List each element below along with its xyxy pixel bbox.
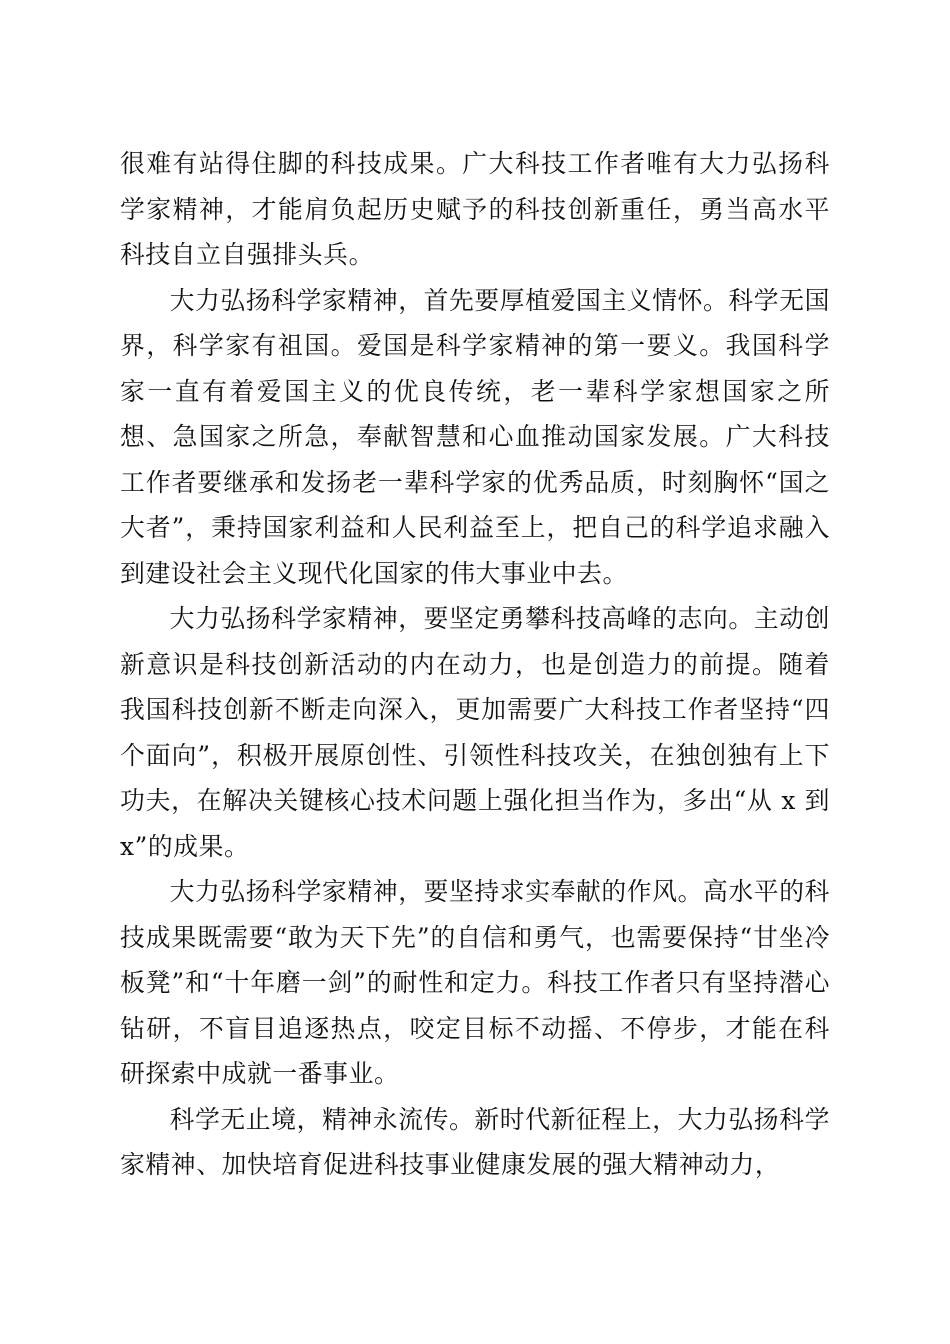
- document-body: [120, 141, 830, 1188]
- paragraph-dedication: 大力弘扬科学家精神，要坚持求实奉献的作风。高水平的科技成果既需要“敢为天下先”的自信和勇气，也需要保持“甘坐冷板凳”和“十年磨一剑”的耐性和定力。科技工作者只有坚持潜心钻研，不盲目追逐热点，咬定目标不动摇、不停步，才能在科研探索中成就一番事业。: [120, 877, 830, 1088]
- paragraph-continuation: 很难有站得住脚的科技成果。广大科技工作者唯有大力弘扬科学家精神，才能肩负起历史赋予的科技创新重任，勇当高水平科技自立自强排头兵。: [120, 149, 830, 269]
- paragraph-conclusion: 科学无止境，精神永流传。新时代新征程上，大力弘扬科学家精神、加快培育促进科技事业健康发展的强大精神动力，: [120, 1104, 830, 1179]
- paragraph-ambition: 大力弘扬科学家精神，要坚定勇攀科技高峰的志向。主动创新意识是科技创新活动的内在动力，也是创造力的前提。随着我国科技创新不断走向深入，更加需要广大科技工作者坚持“四个面向”，积极开展原创性、引领性科技攻关，在独创独有上下功夫，在解决关键核心技术问题上强化担当作为，多出“从 x 到 x”的成果。: [120, 604, 830, 861]
- paragraph-patriotism: 大力弘扬科学家精神，首先要厚植爱国主义情怀。科学无国界，科学家有祖国。爱国是科学家精神的第一要义。我国科学家一直有着爱国主义的优良传统，老一辈科学家想国家之所想、急国家之所急，奉献智慧和心血推动国家发展。广大科技工作者要继承和发扬老一辈科学家的优秀品质，时刻胸怀“国之大者”，秉持国家利益和人民利益至上，把自己的科学追求融入到建设社会主义现代化国家的伟大事业中去。: [120, 285, 830, 588]
